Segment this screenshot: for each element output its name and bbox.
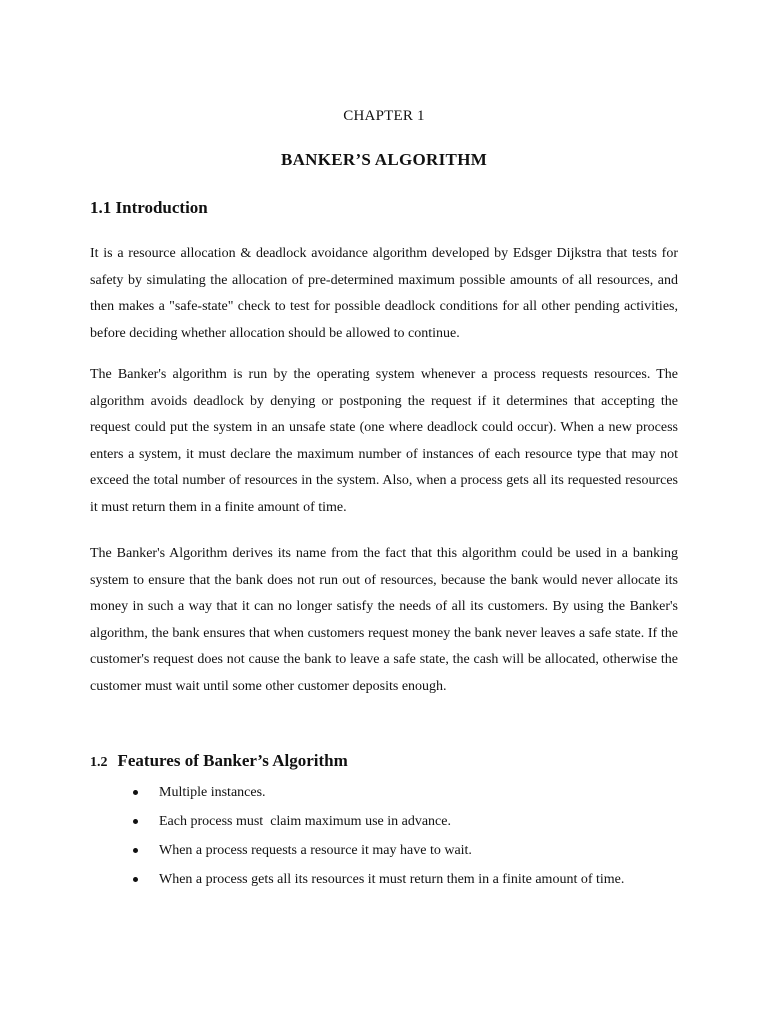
intro-paragraph-1: It is a resource allocation & deadlock avoidance algorithm developed by Edsger Dijkstra that tests for safety by simulating the allocation of pre-determined maximum possible amounts of all resources, and then makes a "safe-state" check to test for possible deadlock conditions for all other pending activities, before deciding whether allocation should be allowed to continue. [90, 246, 678, 341]
list-item-text: Each process must claim maximum use in advance. [159, 814, 451, 829]
list-item [90, 867, 690, 896]
list-item-text: When a process gets all its resources it must return them in a finite amount of time. [159, 872, 625, 887]
chapter-title: BANKER’S ALGORITHM [280, 150, 488, 169]
list-item-text: Multiple instances. [159, 785, 266, 800]
bullet-icon [133, 848, 138, 853]
bullet-icon [133, 877, 138, 882]
list-item [90, 838, 690, 867]
section-heading-introduction: 1.1 Introduction [90, 198, 208, 217]
list-item-text: When a process requests a resource it may have to wait. [159, 843, 472, 858]
intro-paragraph-2: The Banker's algorithm is run by the operating system whenever a process requests resources. The algorithm avoids deadlock by denying or postponing the request if it determines that accepting the request could put the system in an unsafe state (one where deadlock could occur). When a new process enters a system, it must declare the maximum number of instances of each resource type that may not exceed the total number of resources in the system. Also, when a process gets all its requested resources it must return them in a finite amount of time. [90, 367, 678, 515]
section-number: 1.2 [90, 755, 108, 770]
intro-paragraph-3: The Banker's Algorithm derives its name from the fact that this algorithm could be used in a banking system to ensure that the bank does not run out of resources, because the bank would never allocate its money in such a way that it can no longer satisfy the needs of all its customers. By using the Banker's algorithm, the bank ensures that when customers request money the bank never leaves a safe state. If the customer's request does not cause the bank to leave a safe state, the cash will be allocated, otherwise the customer must wait until some other customer deposits enough. [90, 546, 678, 694]
bullet-icon [133, 790, 138, 795]
features-list [90, 780, 690, 896]
list-item [90, 809, 690, 838]
list-item [90, 780, 690, 809]
section-title: Features of Banker’s Algorithm [117, 751, 348, 770]
chapter-label: CHAPTER 1 [343, 108, 425, 124]
bullet-icon [133, 819, 138, 824]
section-heading-features [90, 751, 348, 771]
